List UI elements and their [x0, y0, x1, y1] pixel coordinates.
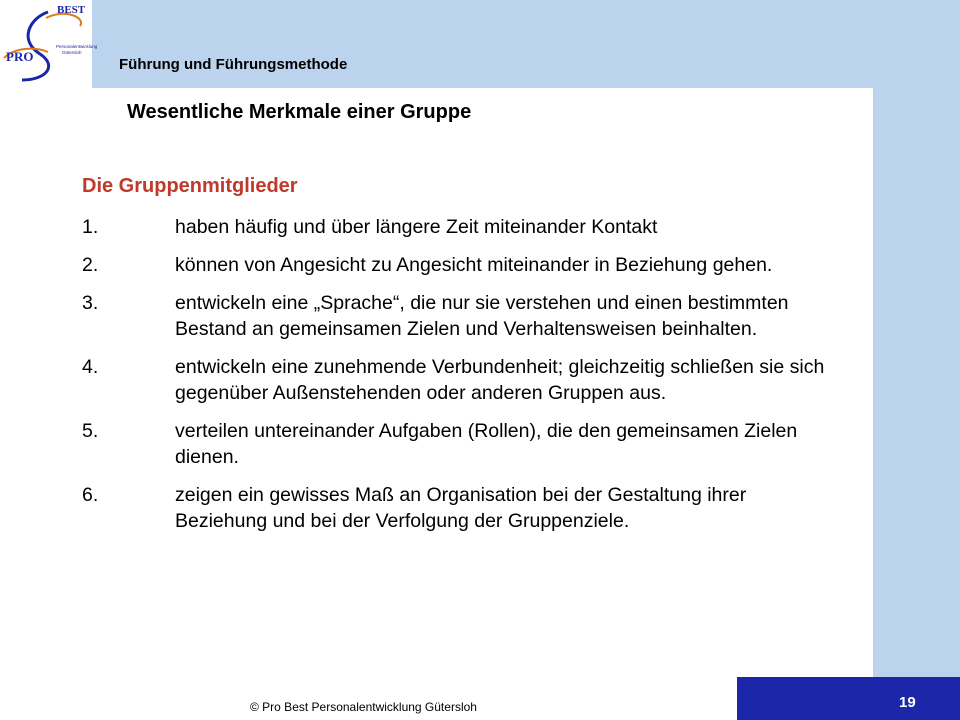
slide-title: Wesentliche Merkmale einer Gruppe [127, 101, 472, 123]
list-item [82, 214, 842, 240]
item-text: haben häufig und über längere Zeit miteinander Kontakt [175, 216, 658, 238]
list-item [82, 418, 842, 470]
item-text: entwickeln eine zunehmende Verbundenheit; gleichzeitig schließen sie sich gegenüber Außenstehenden oder anderen Gruppen aus. [175, 356, 825, 404]
item-number: 5. [82, 420, 99, 442]
item-number: 3. [82, 292, 99, 314]
page-number-box [737, 677, 960, 720]
page-number: 19 [899, 694, 916, 711]
item-number: 2. [82, 254, 99, 276]
list-item [82, 354, 842, 406]
header-band [92, 0, 960, 88]
logo-text-sub1: Personalentwicklung [56, 44, 98, 49]
logo-text-pro: PRO [6, 49, 34, 64]
right-band [873, 0, 960, 720]
item-text: können von Angesicht zu Angesicht miteinander in Beziehung gehen. [175, 254, 773, 276]
subheading: Die Gruppenmitglieder [82, 175, 298, 197]
feature-list [82, 214, 842, 546]
item-number: 1. [82, 216, 99, 238]
item-text: zeigen ein gewisses Maß an Organisation bei der Gestaltung ihrer Beziehung und bei der Verfolgung der Gruppenziele. [175, 484, 747, 532]
item-text: verteilen untereinander Aufgaben (Rollen), die den gemeinsamen Zielen dienen. [175, 420, 798, 468]
list-item [82, 252, 842, 278]
logo-graphic [0, 0, 98, 88]
company-logo [0, 0, 98, 88]
item-text: entwickeln eine „Sprache“, die nur sie verstehen und einen bestimmten Bestand an gemeinsamen Zielen und Verhaltensweisen beinhalten. [175, 292, 789, 340]
list-item [82, 482, 842, 534]
section-title: Führung und Führungsmethode [119, 56, 348, 73]
logo-text-sub2: Gütersloh [62, 50, 82, 55]
footer-copyright: © Pro Best Personalentwicklung Gütersloh [250, 700, 477, 714]
list-item [82, 290, 842, 342]
item-number: 4. [82, 356, 99, 378]
item-number: 6. [82, 484, 99, 506]
logo-text-best: BEST [57, 4, 86, 16]
